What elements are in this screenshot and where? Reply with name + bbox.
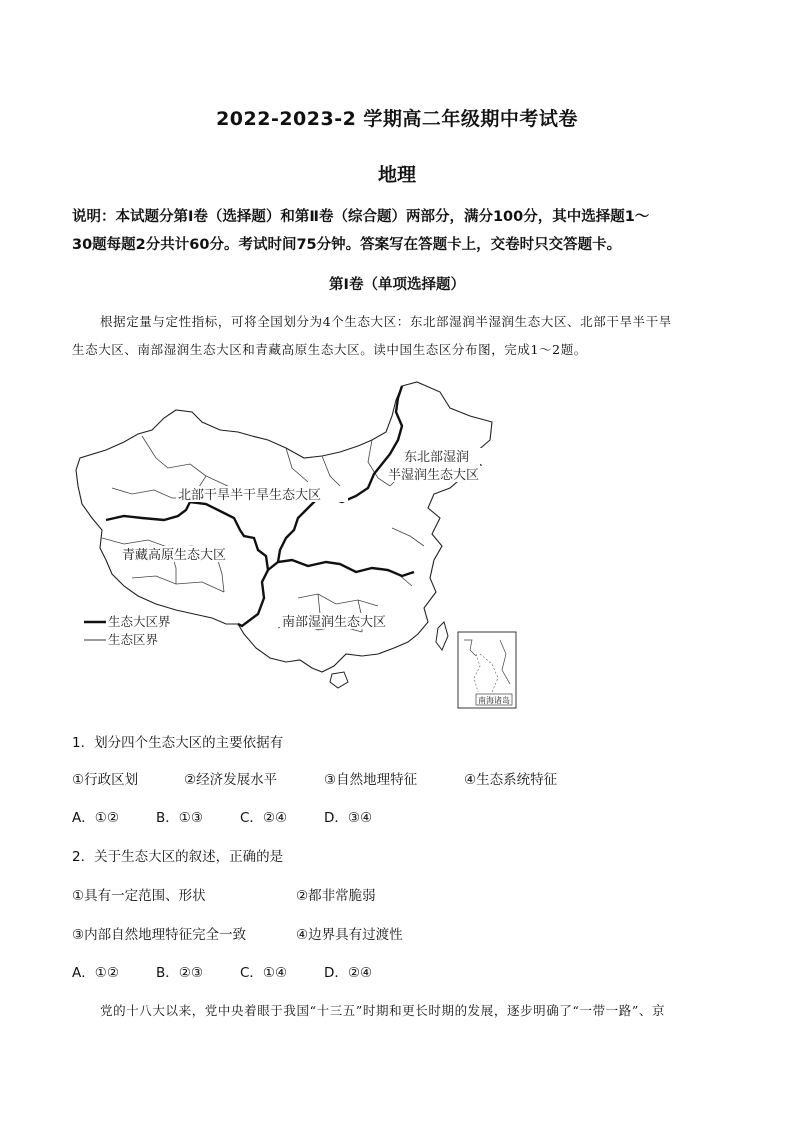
q1-choice-b: B．①③: [156, 810, 203, 826]
q2-choice-a: A．①②: [72, 965, 119, 981]
q2-statement-1: ①具有一定范围、形状: [72, 888, 206, 904]
instructions-line-2: 30题每题2分共计60分。考试时间75分钟。答案写在答题卡上，交卷时只交答题卡。: [72, 237, 622, 253]
label-north-arid: 北部干旱半干旱生态大区: [178, 488, 322, 503]
q1-statement-1: ①行政区划: [72, 772, 139, 788]
map-legend: [84, 614, 171, 647]
taiwan-island: [436, 622, 448, 650]
label-northeast-line2: 半湿润生态大区: [388, 468, 480, 483]
question-1-stem: 1．划分四个生态大区的主要依据有: [72, 735, 284, 751]
legend-major-label: 生态大区界: [108, 614, 171, 629]
passage1-line-1: 根据定量与定性指标，可将全国划分为4个生态大区：东北部湿润半湿润生态大区、北部干旱半干旱: [100, 314, 672, 329]
ecoregion-map: [72, 378, 522, 717]
q1-choice-d: D．③④: [324, 810, 373, 826]
question-2-statements-row1: [72, 884, 376, 904]
exam-title: 2022-2023-2 学期高二年级期中考试卷: [216, 108, 578, 130]
hainan-island: [330, 672, 348, 688]
china-ecoregion-map-svg: [72, 378, 522, 713]
subject-title: 地理: [377, 164, 416, 186]
passage1-line-2: 生态大区、南部湿润生态大区和青藏高原生态大区。读中国生态区分布图，完成1～2题。: [72, 342, 587, 357]
q2-statement-4: ④边界具有过渡性: [296, 927, 403, 943]
label-qingzang: 青藏高原生态大区: [122, 548, 227, 563]
legend-minor-label: 生态区界: [108, 632, 159, 647]
q1-choice-a: A．①②: [72, 810, 119, 826]
label-northeast-line1: 东北部湿润: [404, 450, 470, 465]
question-1-choices: [72, 806, 372, 826]
major-boundaries: [106, 386, 414, 626]
question-2-statements-row2: [72, 923, 403, 943]
inset-label: 南海诸岛: [478, 696, 510, 705]
q1-choice-c: C．②④: [240, 810, 288, 826]
q2-choice-b: B．②③: [156, 965, 203, 981]
q2-statement-2: ②都非常脆弱: [296, 888, 376, 904]
q2-statement-3: ③内部自然地理特征完全一致: [72, 927, 247, 943]
instructions-line-1: 说明：本试题分第Ⅰ卷（选择题）和第Ⅱ卷（综合题）两部分，满分100分，其中选择题1～: [72, 209, 650, 225]
question-2-choices: [72, 961, 372, 981]
passage2-line-1: 党的十八大以来，党中央着眼于我国“十三五”时期和更长时期的发展，逐步明确了“一带一路”、京: [100, 1003, 666, 1018]
section-title: 第Ⅰ卷（单项选择题）: [329, 277, 465, 293]
question-2-stem: 2．关于生态大区的叙述，正确的是: [72, 849, 284, 865]
q1-statement-4: ④生态系统特征: [464, 772, 558, 788]
south-china-sea-inset: [458, 632, 516, 708]
q2-choice-d: D．②④: [324, 965, 373, 981]
q2-choice-c: C．①④: [240, 965, 288, 981]
q1-statement-3: ③自然地理特征: [324, 772, 418, 788]
q1-statement-2: ②经济发展水平: [184, 772, 278, 788]
label-south-humid: 南部湿润生态大区: [282, 615, 387, 630]
question-1-statements: [72, 768, 557, 788]
